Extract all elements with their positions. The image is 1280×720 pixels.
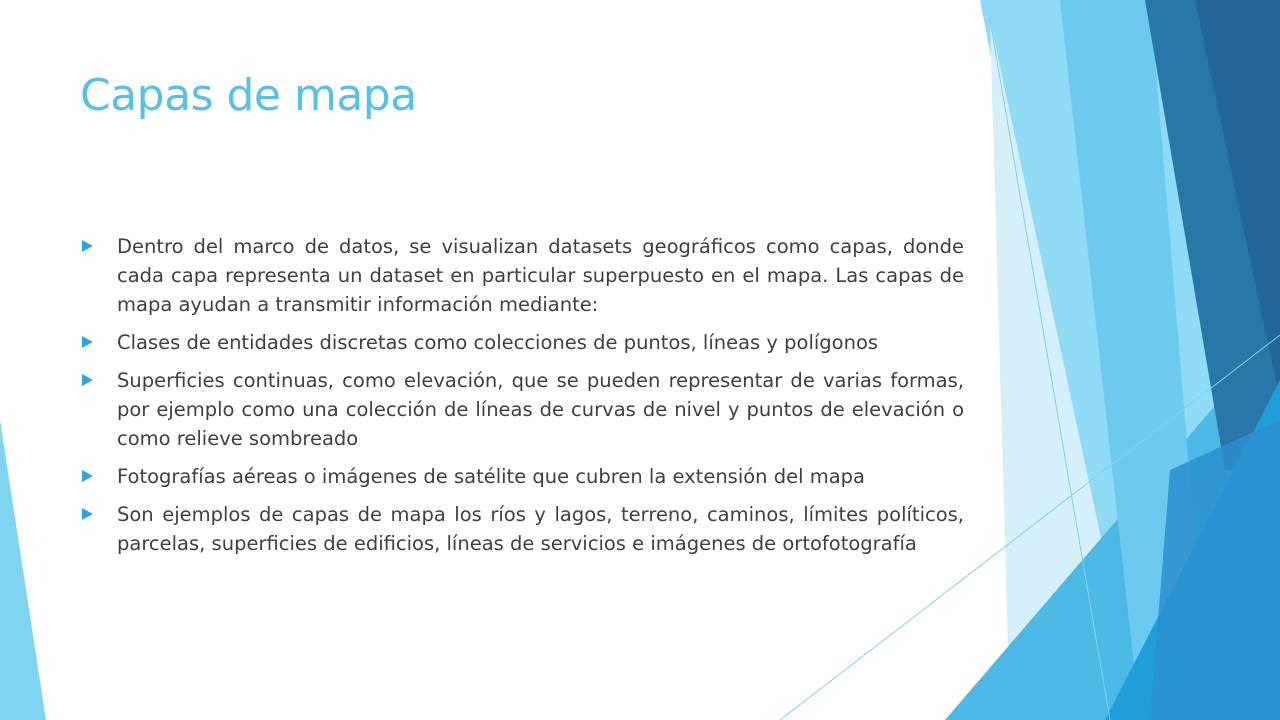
bullet-arrow-icon [82,374,93,386]
slide-title: Capas de mapa [80,70,417,121]
bullet-item [80,366,964,453]
bullet-text: Clases de entidades discretas como colecciones de puntos, líneas y polígonos [117,331,879,354]
bullet-item [80,328,964,357]
bullet-item [80,500,964,558]
bullet-arrow-icon [82,508,93,520]
bullet-list [80,232,964,567]
bullet-arrow-icon [82,240,93,252]
bullet-item [80,232,964,319]
bullet-text: Superficies continuas, como elevación, que se pueden representar de varias formas, por ejemplo como una colección de líneas de curvas de nivel y puntos de elevación o como relieve sombreado [117,369,964,450]
bullet-text: Fotografías aéreas o imágenes de satélite que cubren la extensión del mapa [117,465,866,488]
bullet-arrow-icon [82,470,93,482]
bullet-item [80,462,964,491]
bullet-text: Dentro del marco de datos, se visualizan datasets geográficos como capas, donde cada capa representa un dataset en particular superpuesto en el mapa. Las capas de mapa ayudan a transmitir información mediante: [117,235,964,316]
bullet-arrow-icon [82,336,93,348]
left-accent-shape [0,420,46,720]
bullet-text: Son ejemplos de capas de mapa los ríos y lagos, terreno, caminos, límites políticos, parcelas, superficies de edificios, líneas de servicios e imágenes de ortofotografía [117,503,964,555]
